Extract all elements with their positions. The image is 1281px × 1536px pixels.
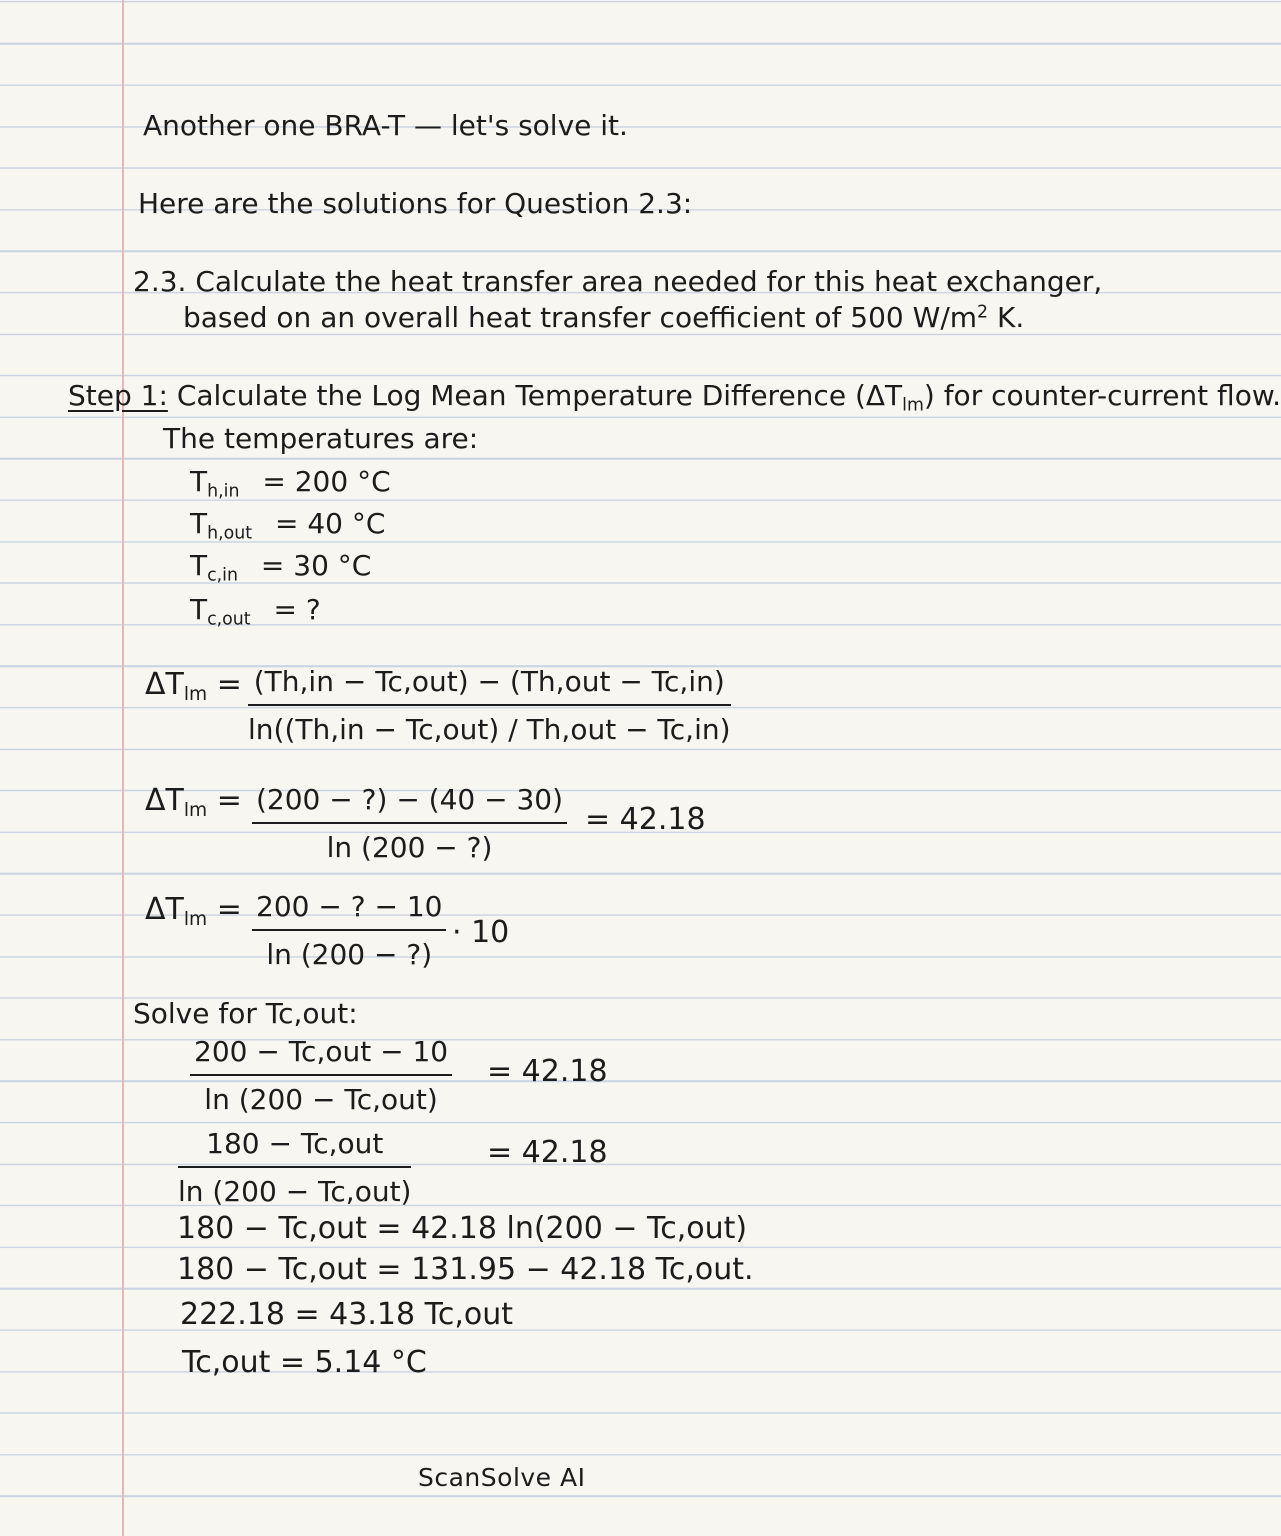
temp-th-in: $T_{h,in} = 200$ °C	[190, 465, 391, 502]
solve-result-line: Tc,out = 5.14 °C	[182, 1345, 427, 1380]
lmtd-formula-numerator: (Th,in − Tc,out) − (Th,out − Tc,in)	[253, 665, 725, 698]
sub2-suffix: · 10	[452, 915, 510, 950]
sub1-numerator: (200 − ?) − (40 − 30)	[256, 783, 564, 816]
temp-th-out: $T_{h,out} = 40$ °C	[190, 507, 386, 544]
sub1-lhs: $\Delta T_{lm}$ =	[145, 783, 242, 821]
sub2-fraction	[252, 890, 446, 971]
solve-fraction-1-result: = 42.18	[487, 1054, 608, 1089]
temp-tc-in: $T_{c,in} = 30$ °C	[190, 549, 372, 586]
solve-line-3: 222.18 = 43.18 Tc,out	[180, 1297, 513, 1332]
question-line-1: 2.3. Calculate the heat transfer area needed for this heat exchanger,	[133, 265, 1103, 298]
temps-heading: The temperatures are:	[163, 422, 479, 455]
lmtd-formula-denominator: ln((Th,in − Tc,out) / Th,out − Tc,in)	[248, 712, 731, 746]
sub2-lhs: $\Delta T_{lm}$ =	[145, 892, 242, 930]
solve-line-1: 180 − Tc,out = 42.18 ln(200 − Tc,out)	[177, 1211, 748, 1246]
solve-heading: Solve for Tc,out:	[133, 997, 358, 1030]
intro-line-2: Here are the solutions for Question 2.3:	[138, 187, 693, 220]
sub2-numerator: 200 − ? − 10	[256, 890, 443, 923]
scansolve-brand: ScanSolve AI	[418, 1463, 586, 1492]
notebook-margin-line	[122, 0, 124, 1536]
solve-fraction-2-result: = 42.18	[487, 1135, 608, 1170]
sub1-denominator: ln (200 − ?)	[326, 830, 493, 864]
intro-line-1: Another one BRA-T — let's solve it.	[143, 109, 628, 142]
solve-fraction-1	[190, 1035, 452, 1116]
sub1-fraction	[252, 783, 567, 864]
step1-label: Step 1:	[68, 379, 168, 412]
step1-line: Step 1: Calculate the Log Mean Temperature Difference $(\Delta T_{lm})$ for counter-current flow.	[68, 379, 1281, 416]
sub1-result: = 42.18	[585, 802, 706, 837]
solve-fraction-2	[178, 1127, 412, 1208]
sub2-denominator: ln (200 − ?)	[266, 937, 433, 971]
solve-fraction-1-denominator: ln (200 − Tc,out)	[204, 1082, 438, 1116]
lmtd-formula-fraction	[248, 665, 731, 746]
question-line-2: based on an overall heat transfer coefficient of 500 $W/m^2$ K.	[183, 301, 1025, 334]
lmtd-formula-lhs: $\Delta T_{lm}$ =	[145, 667, 242, 705]
solve-fraction-1-numerator: 200 − Tc,out − 10	[194, 1035, 449, 1068]
solve-line-2: 180 − Tc,out = 131.95 − 42.18 Tc,out.	[177, 1252, 754, 1287]
temp-tc-out: $T_{c,out}$ = ?	[190, 593, 321, 630]
solve-fraction-2-denominator: ln (200 − Tc,out)	[178, 1174, 412, 1208]
solve-fraction-2-numerator: 180 − Tc,out	[206, 1127, 384, 1160]
